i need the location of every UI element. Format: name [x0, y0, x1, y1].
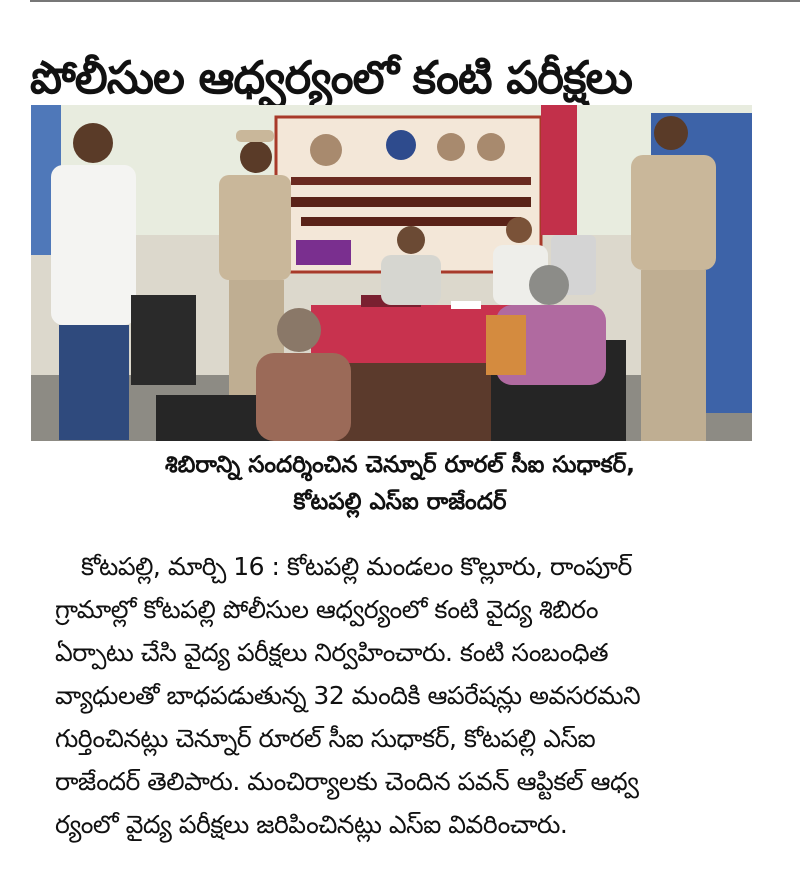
article-body [55, 545, 755, 846]
article-line: ర్యంలో వైద్య పరీక్షలు జరిపించినట్లు ఎస్ఐ వివరించారు. [55, 810, 568, 839]
article-line: గ్రామాల్లో కోటపల్లి పోలీసుల ఆధ్వర్యంలో కంటి వైద్య శిబిరం [55, 595, 599, 624]
caption-line-2: కోటపల్లి ఎస్ఐ రాజేందర్ [293, 489, 507, 515]
man-white-shirt [51, 123, 136, 440]
caption-line-1: శిబిరాన్ని సందర్శించిన చెన్నూర్ రూరల్ సీఐ సుధాకర్, [165, 452, 635, 478]
article-line: కోటపల్లి, మార్చి 16 : కోటపల్లి మండలం కొల్లూరు, రాంపూర్ [81, 552, 632, 581]
headline: పోలీసుల ఆధ్వర్యంలో కంటి పరీక్షలు [30, 51, 632, 105]
top-rule [30, 0, 800, 3]
photo-caption [50, 447, 750, 521]
police-officer-right [631, 116, 716, 441]
article-line: రాజేందర్ తెలిపారు. మంచిర్యాలకు చెందిన పవన్ ఆప్టికల్ ఆధ్వ [55, 767, 639, 796]
article-line: ఏర్పాటు చేసి వైద్య పరీక్షలు నిర్వహించారు. కంటి సంబంధిత [55, 638, 609, 667]
article-line: గుర్తించినట్లు చెన్నూర్ రూరల్ సీఐ సుధాకర్, కోటపల్లి ఎస్ఐ [55, 724, 596, 753]
news-photo [31, 105, 752, 441]
article-line: వ్యాధులతో బాధపడుతున్న 32 మందికి ఆపరేషన్లు అవసరమని [55, 681, 641, 710]
